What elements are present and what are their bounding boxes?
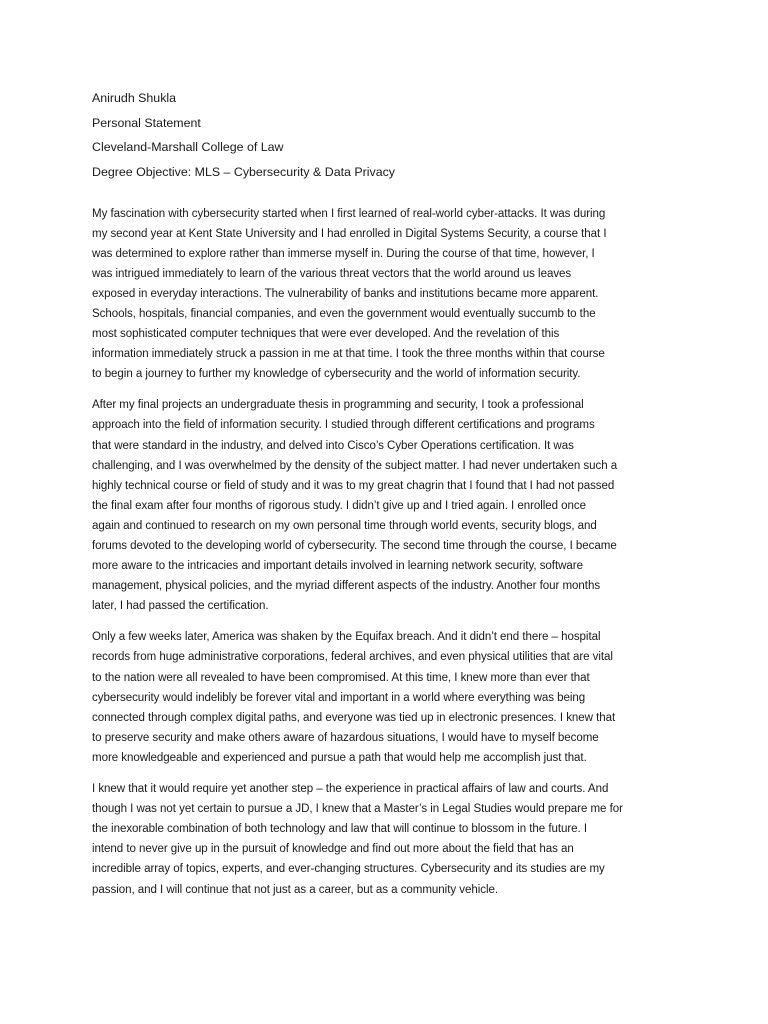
paragraph-line: management, physical policies, and the myriad different aspects of the industry. Another four months <box>92 580 601 593</box>
paragraph-line: the inexorable combination of both technology and law that will continue to blossom in the future. I <box>92 823 588 836</box>
paragraph-line: Only a few weeks later, America was shaken by the Equifax breach. And it didn’t end there – hospital <box>92 631 601 644</box>
author-name: Anirudh Shukla <box>92 91 177 105</box>
paragraph-line: though I was not yet certain to pursue a JD, I knew that a Master’s in Legal Studies would prepare me for <box>92 803 623 816</box>
body-paragraph-2 <box>92 395 682 616</box>
paragraph-line: challenging, and I was overwhelmed by the density of the subject matter. I had never undertaken such a <box>92 459 618 472</box>
paragraph-line: more aware to the intricacies and important details involved in learning network security, software <box>92 560 583 573</box>
paragraph-line: cybersecurity would indelibly be forever vital and important in a world where everything was being <box>92 691 586 704</box>
paragraph-line: Schools, hospitals, financial companies, and even the government would eventually succumb to the <box>92 307 596 320</box>
degree-objective: Degree Objective: MLS – Cybersecurity & Data Privacy <box>92 164 395 179</box>
paragraph-line: approach into the field of information security. I studied through different certifications and programs <box>92 419 595 432</box>
paragraph-line: more knowledgeable and experienced and pursue a path that would help me accomplish just that. <box>92 751 587 764</box>
paragraph-line: the final exam after four months of rigorous study. I didn’t give up and I tried again. I enrolled once <box>92 499 587 512</box>
paragraph-line: I knew that it would require yet another step – the experience in practical affairs of law and courts. And <box>92 783 609 796</box>
paragraph-line: My fascination with cybersecurity started when I first learned of real-world cyber-attacks. It was during <box>92 207 606 220</box>
document-body <box>92 204 682 900</box>
paragraph-line: again and continued to research on my own personal time through world events, security blogs, and <box>92 519 597 532</box>
paragraph-line: to the nation were all revealed to have been compromised. At this time, I knew more than ever that <box>92 671 590 684</box>
paragraph-line: was determined to explore rather than immerse myself in. During the course of that time, however, I <box>92 247 595 260</box>
paragraph-line: was intrigued immediately to learn of the various threat vectors that the world around us leaves <box>92 267 572 280</box>
paragraph-line: passion, and I will continue that not just as a career, but as a community vehicle. <box>92 883 498 896</box>
body-paragraph-1 <box>92 204 682 385</box>
document-header <box>92 90 682 180</box>
paragraph-line: that were standard in the industry, and delved into Cisco’s Cyber Operations certification. It was <box>92 439 574 452</box>
institution-name: Cleveland-Marshall College of Law <box>92 140 284 154</box>
paragraph-line: later, I had passed the certification. <box>92 600 269 613</box>
body-paragraph-3 <box>92 627 682 768</box>
document-type: Personal Statement <box>92 115 201 130</box>
paragraph-line: highly technical course or field of study and it was to my great chagrin that I found that I had not passed <box>92 479 615 492</box>
paragraph-line: connected through complex digital paths, and everyone was tied up in electronic presences. I knew that <box>92 711 616 724</box>
paragraph-line: forums devoted to the developing world of cybersecurity. The second time through the course, I became <box>92 540 617 552</box>
paragraph-line: exposed in everyday interactions. The vulnerability of banks and institutions became more apparent. <box>92 287 599 300</box>
paragraph-line: to begin a journey to further my knowledge of cybersecurity and the world of information security. <box>92 368 581 381</box>
body-paragraph-4 <box>92 779 682 900</box>
paragraph-line: incredible array of topics, experts, and ever-changing structures. Cybersecurity and its studies are my <box>92 863 605 876</box>
paragraph-line: After my final projects an undergraduate thesis in programming and security, I took a professional <box>92 399 584 412</box>
paragraph-line: information immediately struck a passion in me at that time. I took the three months within that course <box>92 348 605 361</box>
paragraph-line: most sophisticated computer techniques that were ever developed. And the revelation of this <box>92 328 560 341</box>
paragraph-line: my second year at Kent State University and I had enrolled in Digital Systems Security, a course that I <box>92 227 607 240</box>
document-content <box>92 90 682 911</box>
paragraph-line: intend to never give up in the pursuit of knowledge and find out more about the field that has an <box>92 843 574 856</box>
paragraph-line: to preserve security and make others aware of hazardous situations, I would have to myself become <box>92 731 599 744</box>
paragraph-line: records from huge administrative corporations, federal archives, and even physical utilities that are vital <box>92 651 613 664</box>
